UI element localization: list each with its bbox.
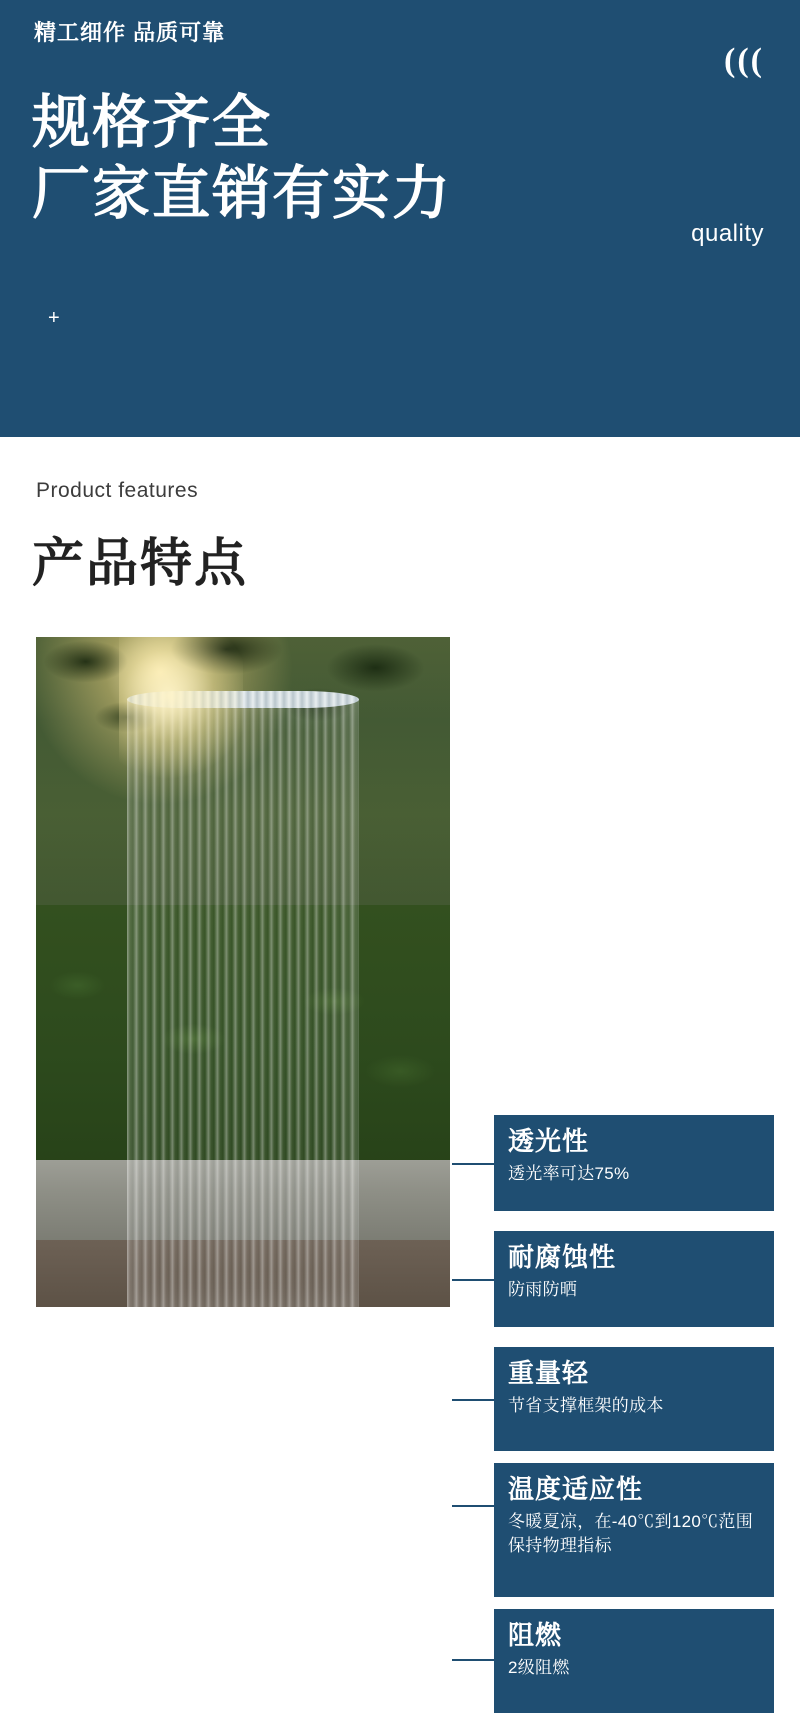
feature-title: 温度适应性	[508, 1474, 644, 1504]
hero-title-line-1: 规格齐全	[32, 90, 273, 155]
feature-title: 阻燃	[508, 1620, 563, 1650]
feature-description: 冬暖夏凉，在-40℃到120℃范围保持物理指标	[508, 1511, 754, 1556]
feature-description: 节省支撑框架的成本	[508, 1395, 664, 1415]
section-subtitle-en: Product features	[36, 479, 199, 502]
quote-marks-icon: (((	[724, 42, 764, 79]
feature-callout	[494, 1347, 774, 1451]
callout-leader-line	[452, 1505, 494, 1507]
photo-corrugated-sheet	[127, 697, 359, 1307]
hero-banner	[0, 0, 800, 437]
product-features-section	[0, 437, 800, 1677]
feature-title: 透光性	[508, 1126, 590, 1156]
photo-sun-glow	[119, 637, 243, 784]
feature-description: 透光率可达75%	[508, 1163, 630, 1183]
feature-title: 耐腐蚀性	[508, 1242, 617, 1272]
callout-leader-line	[452, 1279, 494, 1281]
feature-callout	[494, 1115, 774, 1211]
hero-quality-label: quality	[691, 220, 764, 247]
callout-leader-line	[452, 1399, 494, 1401]
hero-tagline: 精工细作 品质可靠	[34, 20, 226, 45]
hero-title	[32, 88, 452, 230]
feature-callout	[494, 1463, 774, 1597]
callout-leader-line	[452, 1659, 494, 1661]
feature-description: 2级阻燃	[508, 1657, 570, 1677]
feature-callout	[494, 1231, 774, 1327]
feature-description: 防雨防晒	[508, 1279, 578, 1299]
callout-leader-line	[452, 1163, 494, 1165]
section-title-cn: 产品特点	[32, 535, 249, 593]
product-photo	[36, 637, 450, 1307]
hero-title-line-2: 厂家直销有实力	[32, 160, 453, 226]
feature-callout	[494, 1609, 774, 1713]
feature-title: 重量轻	[508, 1358, 590, 1388]
plus-icon: +	[48, 307, 60, 329]
